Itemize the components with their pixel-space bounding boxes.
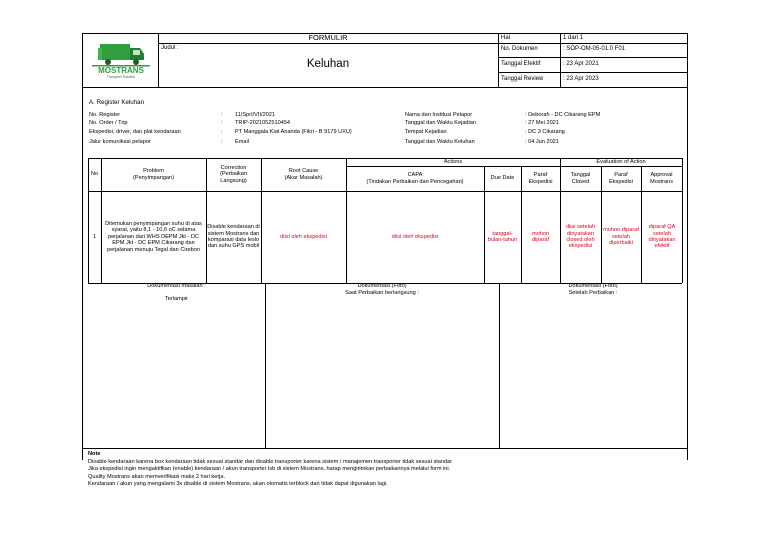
register-colon: :	[221, 112, 223, 118]
header-correction: Correction (Perbaikan Langsung)	[219, 164, 248, 184]
doc-after-subtitle: Setelah Perbaikan :	[568, 290, 618, 296]
judul-label: Judul :	[161, 45, 179, 51]
header-capa: CAPA (Tindakan Perbaikan dan Pencegahan)	[366, 172, 464, 185]
company-logo	[88, 40, 154, 82]
row-no: 1	[92, 233, 97, 240]
header-evaluation: Evaluation of Action	[596, 158, 646, 165]
header-paraf-ekspedisi: Paraf Ekspedisi	[528, 172, 553, 185]
doc-problem-title: Dokumentasi masalah :	[147, 283, 206, 289]
note-line: Jika ekspedisi ingin mengaktifkan (enable) kendaraan / akun transporter lsb di sistem Mostrans, harap mengirimkan perbaikannya melalui form ini.	[88, 466, 451, 472]
header-actions: Actions	[443, 158, 463, 165]
order-colon: :	[221, 120, 223, 126]
doc-problem-value: Terlampir	[165, 296, 188, 302]
ekspedisi-label: Ekspedisi, driver, dan plat kendaraan	[89, 129, 181, 135]
row-correction: Disable kendaraan di sistem Mostrans dan komparasi data leslo dan suhu GPS mobil	[207, 224, 260, 250]
pelapor-label: Nama dan Institusi Pelapor	[405, 112, 473, 118]
notes-title: Note	[88, 451, 101, 457]
note-line: Quality Mostrans akan memverifikasi maks 2 hari kerja.	[88, 474, 226, 480]
meta-label-dokumen: No. Dokumen	[501, 46, 538, 52]
header-approval: Approval Mostrans	[649, 172, 673, 185]
meta-value-efektif: : 23 Apr 2021	[563, 61, 599, 67]
header-problem: Problem (Penyimpangan)	[132, 168, 175, 181]
doc-during-subtitle: Saat Perbaikan berlangsung :	[345, 290, 419, 296]
row-approval: diparaf QA setelah dinyatakan efektif	[648, 224, 676, 250]
header-tanggal-closed: Tanggal Closed	[570, 172, 591, 185]
row-paraf-2: mohon diparaf setelah diperbaiki	[603, 227, 639, 247]
header-due-date: Due Date	[490, 175, 515, 182]
note-line: Disable kendaraan karena box kendaraan tidak sesuai standar dan disable transporter karena sistem / manajemen transporter tidak sesuai standar	[88, 459, 453, 465]
tempat-value: : DC 3 Cikarang	[525, 129, 565, 135]
jalur-label: Jalur komunikasi pelapor	[89, 139, 151, 145]
jalur-value: Email	[235, 139, 249, 145]
meta-label-review: Tanggal Review	[501, 76, 544, 82]
section-title: A. Register Keluhan	[89, 99, 145, 106]
row-problem: Ditemukan penyimpangan suhu di atas syarat, yaitu 8,1 - 10,6 oC selama perjalanan dari WHS DEPM Jkt - DC EPM Jkt - DC EPM Cikarang dan perjalanan menuju Tegal dan Cirebon	[105, 220, 202, 253]
logo-text: MOSTRANS	[98, 66, 144, 75]
order-label: No. Order / Trip	[89, 120, 128, 126]
register-label: No. Register	[89, 112, 121, 118]
note-line: Kendaraan / akun yang mengalami 3x disable di sistem Mostrans, akan otomatis terblock dan tidak dapat digunakan lagi.	[88, 481, 388, 487]
meta-value-dokumen: : SOP-OM-05-01.0 F01	[563, 46, 626, 52]
ekspedisi-value: PT Manggala Kiat Ananda (Fikri - B 9179 UXU)	[235, 129, 352, 135]
jalur-colon: :	[221, 139, 223, 145]
keluhan-date-label: Tanggal dan Waktu Keluhan	[405, 139, 475, 145]
form-label: FORMULIR	[308, 33, 348, 42]
kejadian-date-value: : 27 Mei 2021	[525, 120, 559, 126]
meta-label-hal: Hal	[501, 35, 511, 41]
tempat-label: Tempat Kejadian	[405, 129, 447, 135]
doc-during-title: Dokumentasi (Foto)	[357, 283, 407, 289]
row-capa: diisi oleh ekspedisi	[391, 233, 439, 240]
order-value: TRIP-2021052510454	[235, 120, 291, 126]
logo-tagline: Transport Solution	[106, 75, 136, 79]
meta-value-review: : 23 Apr 2023	[563, 76, 599, 82]
kejadian-date-label: Tanggal dan Waktu Kejadian	[405, 120, 477, 126]
row-closed: diisi setelah dinyatakan closed oleh ekspedisi	[565, 224, 596, 250]
pelapor-value: : Deborah - DC Cikarang EPM	[525, 112, 601, 118]
row-paraf: mohon diparaf	[531, 230, 550, 243]
header-paraf-ekspedisi-2: Paraf Ekspedisi	[609, 172, 633, 185]
keluhan-date-value: : 04 Jun 2021	[525, 139, 559, 145]
row-due-date: tanggal-bulan-tahun	[487, 230, 518, 243]
ekspedisi-colon: :	[221, 129, 223, 135]
register-value: 11/SprI/VII/2021	[235, 112, 276, 118]
page-title: Keluhan	[306, 58, 350, 70]
row-root-cause: diisi oleh ekspedisi	[280, 233, 327, 240]
doc-after-title: Dokumentasi (Foto)	[568, 283, 618, 289]
meta-label-efektif: Tanggal Efektif	[501, 61, 541, 67]
header-no: No	[90, 171, 99, 178]
meta-value-hal: 1 dari 1	[563, 35, 584, 41]
header-root-cause: Root Cause (Akar Masalah)	[284, 168, 323, 181]
